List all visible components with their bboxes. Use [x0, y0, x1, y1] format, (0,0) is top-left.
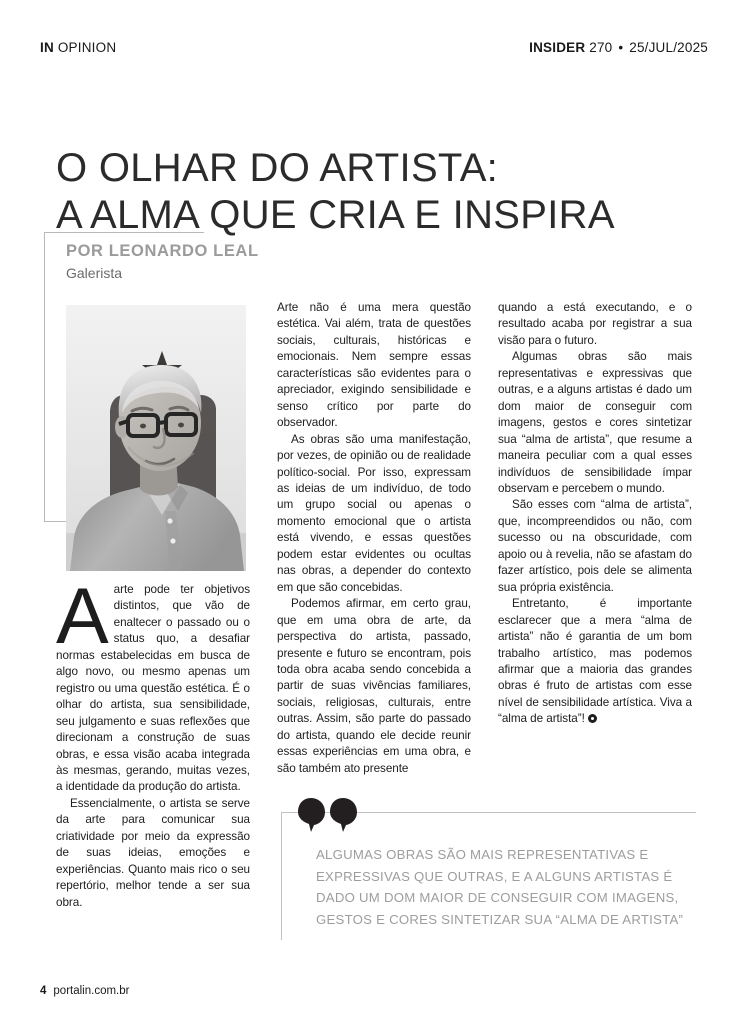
- paragraph: São esses com “alma de artista”, que, incompreendidos ou não, com sucesso ou na obscuridade, com apoio ou à revelia, não se afastam do fazer artístico, pois dele se alimenta sua própria existência.: [498, 498, 692, 594]
- byline: [66, 240, 396, 283]
- body-column-2: [277, 300, 471, 777]
- quote-bubble-icon: [297, 798, 361, 832]
- paragraph: As obras são uma manifestação, por vezes, de opinião ou de realidade político-social. Por isso, expressam as ideias de um indivíduo, de todo um grupo social ou apenas o momento emocional que o artista está vivendo, e essas questões podem estar evidentes ou ocultas nas obras, a depender do contexto em que são concebidas.: [277, 432, 471, 594]
- paragraph: Algumas obras são mais representativas e expressivas que outras, e a alguns artistas é dado um dom maior de conseguir com imagens, gestos e cores sintetizar sua “alma de artista”, que resume a maneira peculiar com a qual esses indivíduos de sensibilidade ímpar observam e percebem o mundo.: [498, 350, 692, 495]
- masthead: [40, 40, 708, 62]
- paragraph: Arte não é uma mera questão estética. Vai além, trata de questões sociais, culturais, históricas e emocionais. Nem sempre essas características são evidentes para o apreciador, exigindo sensibilidade e senso crítico por parte do observador.: [277, 301, 471, 430]
- headline-line-1: O OLHAR DO ARTISTA:: [56, 145, 499, 190]
- section-label: [40, 40, 116, 55]
- section-name: OPINION: [57, 40, 117, 55]
- paragraph-text: arte pode ter objetivos distintos, que vão de enaltecer o passado ou o status quo, a desafiar normas estabelecidas em busca de algo novo, ou mesmo apenas um registro ou uma questão estética. É o olhar do artista, sua sensibilidade, seu julgamento e suas reflexões que direcionam a construção de suas obras, e essa visão acaba integrada às mesmas, gerando, muitas vezes, a identidade da produção do artista.: [56, 583, 250, 794]
- pull-quote: [281, 812, 696, 942]
- author-portrait: [66, 305, 246, 571]
- pull-quote-text: ALGUMAS OBRAS SÃO MAIS REPRESENTATIVAS E EXPRESSIVAS QUE OUTRAS, E A ALGUNS ARTISTAS É DADO UM DOM MAIOR DE CONSEGUIR COM IMAGENS, GESTOS E CORES SINTETIZAR SUA “ALMA DE ARTISTA”: [316, 847, 684, 927]
- drop-cap: A: [56, 571, 109, 660]
- headline-line-2: A ALMA QUE CRIA E INSPIRA: [56, 192, 615, 237]
- page-title: [56, 145, 696, 239]
- issue-number: 270: [589, 40, 613, 55]
- body-column-1: [56, 571, 250, 911]
- publication-name: INSIDER: [529, 40, 586, 55]
- paragraph-text: Entretanto, é importante esclarecer que a mera “alma de artista” não é garantia de um bom trabalho artístico, mas podemos afirmar que a maioria das grandes obras é fruto de artistas com esse nível de sensibilidade artística. Viva a “alma de artista”!: [498, 597, 692, 726]
- paragraph: Podemos afirmar, em certo grau, que em uma obra de arte, da perspectiva do artista, passado, presente e futuro se encontram, pois toda obra acaba sendo concebida a partir de suas vivências familiares, sociais, religiosas, culturais, entre outras. Assim, são parte do passado do artista, quando ele decide reunir essas experiências em uma obra, e são também ato presente: [277, 597, 471, 775]
- paragraph: [56, 571, 250, 796]
- paragraph-last: [498, 596, 692, 728]
- issue-separator: •: [618, 40, 624, 55]
- body-column-3: [498, 300, 692, 728]
- brand-mark: IN: [40, 40, 54, 55]
- page-number: 4: [40, 985, 47, 997]
- byline-author: POR LEONARDO LEAL: [66, 242, 259, 260]
- issue-date: 25/JUL/2025: [629, 40, 708, 55]
- byline-role: Galerista: [66, 265, 123, 281]
- site-url: portalin.com.br: [53, 985, 130, 997]
- paragraph: quando a está executando, e o resultado acaba por registrar a sua visão para o futuro.: [498, 301, 692, 347]
- issue-info: [529, 40, 708, 55]
- end-mark-icon: [588, 714, 597, 723]
- page-footer: [40, 985, 129, 997]
- portrait-image: [66, 305, 246, 571]
- paragraph: Essencialmente, o artista se serve da arte para comunicar sua criatividade por meio da expressão de suas ideias, emoções e experiências. Quanto mais rico o seu repertório, melhor tende a ser sua obra.: [56, 796, 250, 909]
